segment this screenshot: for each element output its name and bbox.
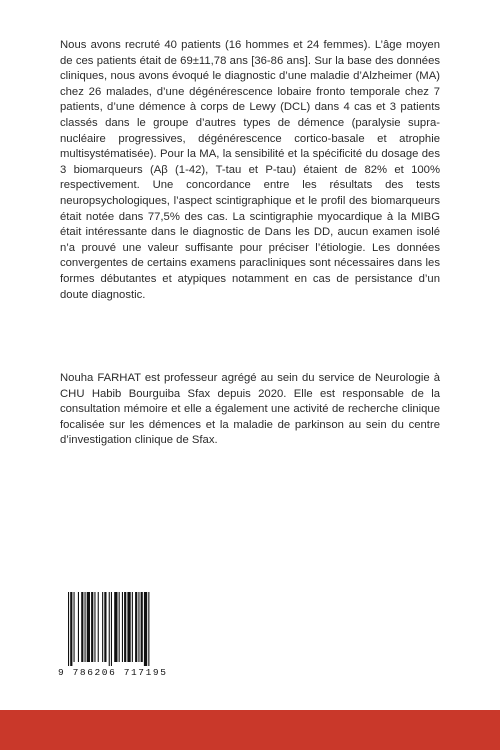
barcode-bar: [70, 592, 72, 666]
barcode-bar: [98, 592, 99, 662]
barcode-bar: [85, 592, 86, 662]
isbn-barcode: [58, 588, 194, 680]
bottom-color-band: [0, 710, 500, 750]
barcode-digits: 9 786206 717195: [58, 667, 168, 678]
barcode-bar: [87, 592, 90, 662]
barcode-bar: [144, 592, 147, 666]
barcode-bar: [78, 592, 79, 662]
author-bio-paragraph: Nouha FARHAT est professeur agrégé au sein du service de Neurologie à CHU Habib Bourguiba Sfax depuis 2020. Elle est responsable de la consultation mémoire et elle a également une activité de recherche clinique focalisée sur les démences et la maladie de parkinson au sein du centre d’investigation clinique de Sfax.: [60, 372, 440, 447]
barcode-bar: [91, 592, 93, 662]
barcode-bar: [104, 592, 106, 662]
abstract-paragraph: Nous avons recruté 40 patients (16 hommes et 24 femmes). L’âge moyen de ces patients était de 69±11,78 ans [36-86 ans]. Sur la base des données cliniques, nous avons évoqué le diagnostic d’une maladie d’Alzheimer (MA) chez 26 malades, d’une dégénérescence lobaire fronto temporale chez 7 patients, d’une démence à corps de Lewy (DCL) dans 4 cas et 3 patients classés dans le groupe d’autres types de démence (paralysie supra-nucléaire progressives, dégénérescence cortico-basale et atrophie multisystématisée). Pour la MA, la sensibilité et la spécificité du dosage des 3 biomarqueurs (Aβ (1-42), T-tau et P-tau) étaient de 82% et 100% respectivement. Une concordance entre les résultats des tests neuropsychologiques, l’aspect scintigraphique et le profil des biomarqueurs était notée dans 77,5% des cas. La scintigraphie myocardique à la MIBG était intéressante dans le diagnostic de Dans les DD, aucun examen isolé n’a prouvé une valeur suffisante pour préciser l’étiologie. Les données convergentes de certains examens paracliniques sont nécessaires dans les formes débutantes et atypiques notamment en cas de persistance d’un doute diagnostic.: [60, 39, 440, 301]
barcode-bar: [114, 592, 117, 662]
barcode-bar: [111, 592, 112, 666]
barcode-bar: [119, 592, 120, 662]
barcode-bar: [81, 592, 83, 662]
barcode-bar: [148, 592, 149, 666]
barcode-bar: [68, 592, 69, 666]
barcode-bar: [102, 592, 103, 662]
barcode-bars: [58, 588, 194, 668]
barcode-bar: [132, 592, 133, 662]
barcode-bar: [138, 592, 139, 662]
barcode-bar: [124, 592, 126, 662]
barcode-bar: [74, 592, 75, 662]
barcode-bar: [127, 592, 130, 662]
barcode-bar: [122, 592, 123, 662]
barcode-bar: [141, 592, 143, 662]
barcode-bar: [94, 592, 95, 662]
barcode-bar: [109, 592, 110, 666]
barcode-bar: [135, 592, 137, 662]
